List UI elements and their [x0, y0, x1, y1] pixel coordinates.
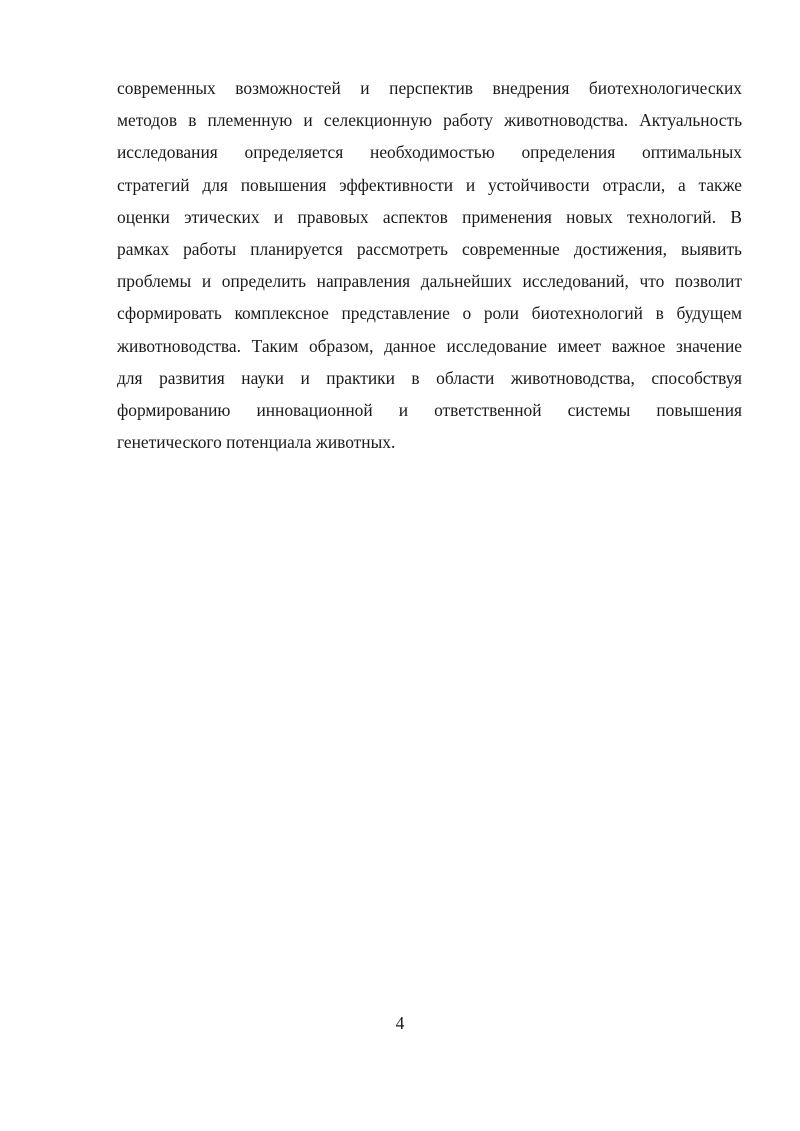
paragraph-line: формированию инновационной и ответственной системы повышения — [117, 399, 742, 420]
paragraph-line: исследования определяется необходимостью определения оптимальных — [117, 142, 742, 163]
paragraph-line: генетического потенциала животных. — [117, 432, 396, 453]
paragraph-line: рамках работы планируется рассмотреть современные достижения, выявить — [117, 238, 742, 259]
paragraph-line: сформировать комплексное представление о роли биотехнологий в будущем — [117, 303, 742, 324]
paragraph-line: стратегий для повышения эффективности и устойчивости отрасли, а также — [117, 174, 742, 195]
paragraph-line: животноводства. Таким образом, данное исследование имеет важное значение — [117, 335, 742, 356]
paragraph-line: проблемы и определить направления дальнейших исследований, что позволит — [117, 271, 742, 292]
paragraph-line: для развития науки и практики в области животноводства, способствуя — [117, 367, 742, 388]
paragraph-line: оценки этических и правовых аспектов применения новых технологий. В — [117, 206, 742, 227]
paragraph-line: современных возможностей и перспектив внедрения биотехнологических — [117, 78, 742, 98]
paragraph-line: методов в племенную и селекционную работу животноводства. Актуальность — [117, 110, 742, 131]
body-paragraph — [117, 72, 742, 458]
page-number: 4 — [395, 1013, 405, 1033]
